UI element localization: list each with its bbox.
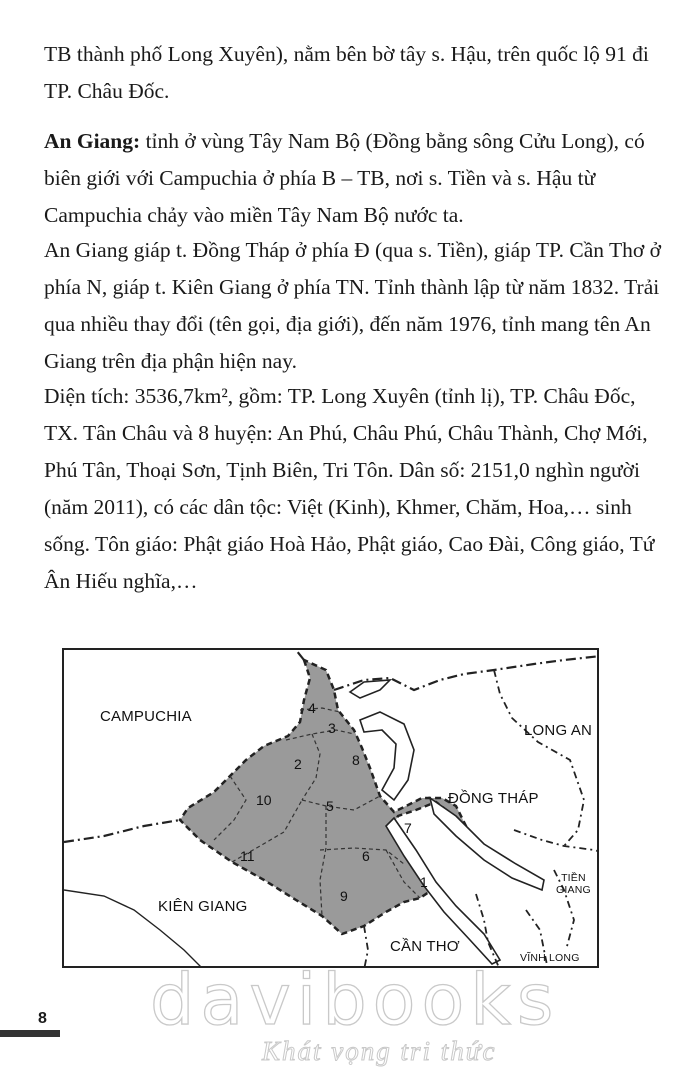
entry-definition: tỉnh ở vùng Tây Nam Bộ (Đồng bằng sông Cửu Long), có biên giới với Campuchia ở phía B – TB, nơi s. Tiền và s. Hậu từ Campuchia chảy vào miền Tây Nam Bộ nước ta.: [44, 129, 645, 227]
district-number-5: 5: [326, 798, 334, 814]
paragraph-an-giang-intro: [44, 123, 664, 234]
district-number-1: 1: [420, 874, 428, 890]
label-campuchia: CAMPUCHIA: [100, 708, 192, 725]
district-number-7: 7: [404, 820, 412, 836]
page-number: 8: [38, 1010, 47, 1027]
district-number-4: 4: [308, 700, 316, 716]
district-number-11: 11: [240, 848, 255, 864]
page-number-bar: [0, 1030, 60, 1037]
district-number-2: 2: [294, 756, 302, 772]
label-vinh-long: VĨNH LONG: [520, 952, 580, 964]
paragraph-borders-history: An Giang giáp t. Đồng Tháp ở phía Đ (qua s. Tiền), giáp TP. Cần Thơ ở phía N, giáp t. Kiên Giang ở phía TN. Tỉnh thành lập từ năm 1832. Trải qua nhiều thay đổi (tên gọi, địa giới), đến năm 1976, tỉnh mang tên An Giang trên địa phận hiện nay.: [44, 238, 661, 373]
label-tien-giang: [556, 872, 591, 896]
an-giang-map: [62, 648, 599, 968]
label-can-tho: CẦN THƠ: [390, 938, 460, 955]
district-number-10: 10: [256, 792, 272, 808]
watermark-slogan: Khát vọng tri thức: [262, 1036, 497, 1066]
district-number-6: 6: [362, 848, 370, 864]
entry-term: An Giang:: [44, 129, 141, 153]
paragraph-continuation: TB thành phố Long Xuyên), nằm bên bờ tây s. Hậu, trên quốc lộ 91 đi TP. Châu Đốc.: [44, 42, 649, 103]
paragraph-area-population: Diện tích: 3536,7km², gồm: TP. Long Xuyên (tỉnh lị), TP. Châu Đốc, TX. Tân Châu và 8 huyện: An Phú, Châu Phú, Châu Thành, Chợ Mới, Phú Tân, Thoại Sơn, Tịnh Biên, Tri Tôn. Dân số: 2151,0 nghìn người (năm 2011), có các dân tộc: Việt (Kinh), Khmer, Chăm, Hoa,… sinh sống. Tôn giáo: Phật giáo Hoà Hảo, Phật giáo, Cao Đài, Công giáo, Tứ Ân Hiếu nghĩa,…: [44, 384, 655, 593]
label-dong-thap: ĐỒNG THÁP: [448, 790, 539, 807]
watermark-brand: davibooks: [150, 959, 560, 1041]
label-tien-giang-line1: TIỀN: [561, 872, 586, 884]
label-tien-giang-line2: GIANG: [556, 884, 591, 896]
label-kien-giang: KIÊN GIANG: [158, 898, 248, 915]
district-number-8: 8: [352, 752, 360, 768]
district-number-3: 3: [328, 720, 336, 736]
label-long-an: LONG AN: [524, 722, 593, 739]
district-number-9: 9: [340, 888, 348, 904]
